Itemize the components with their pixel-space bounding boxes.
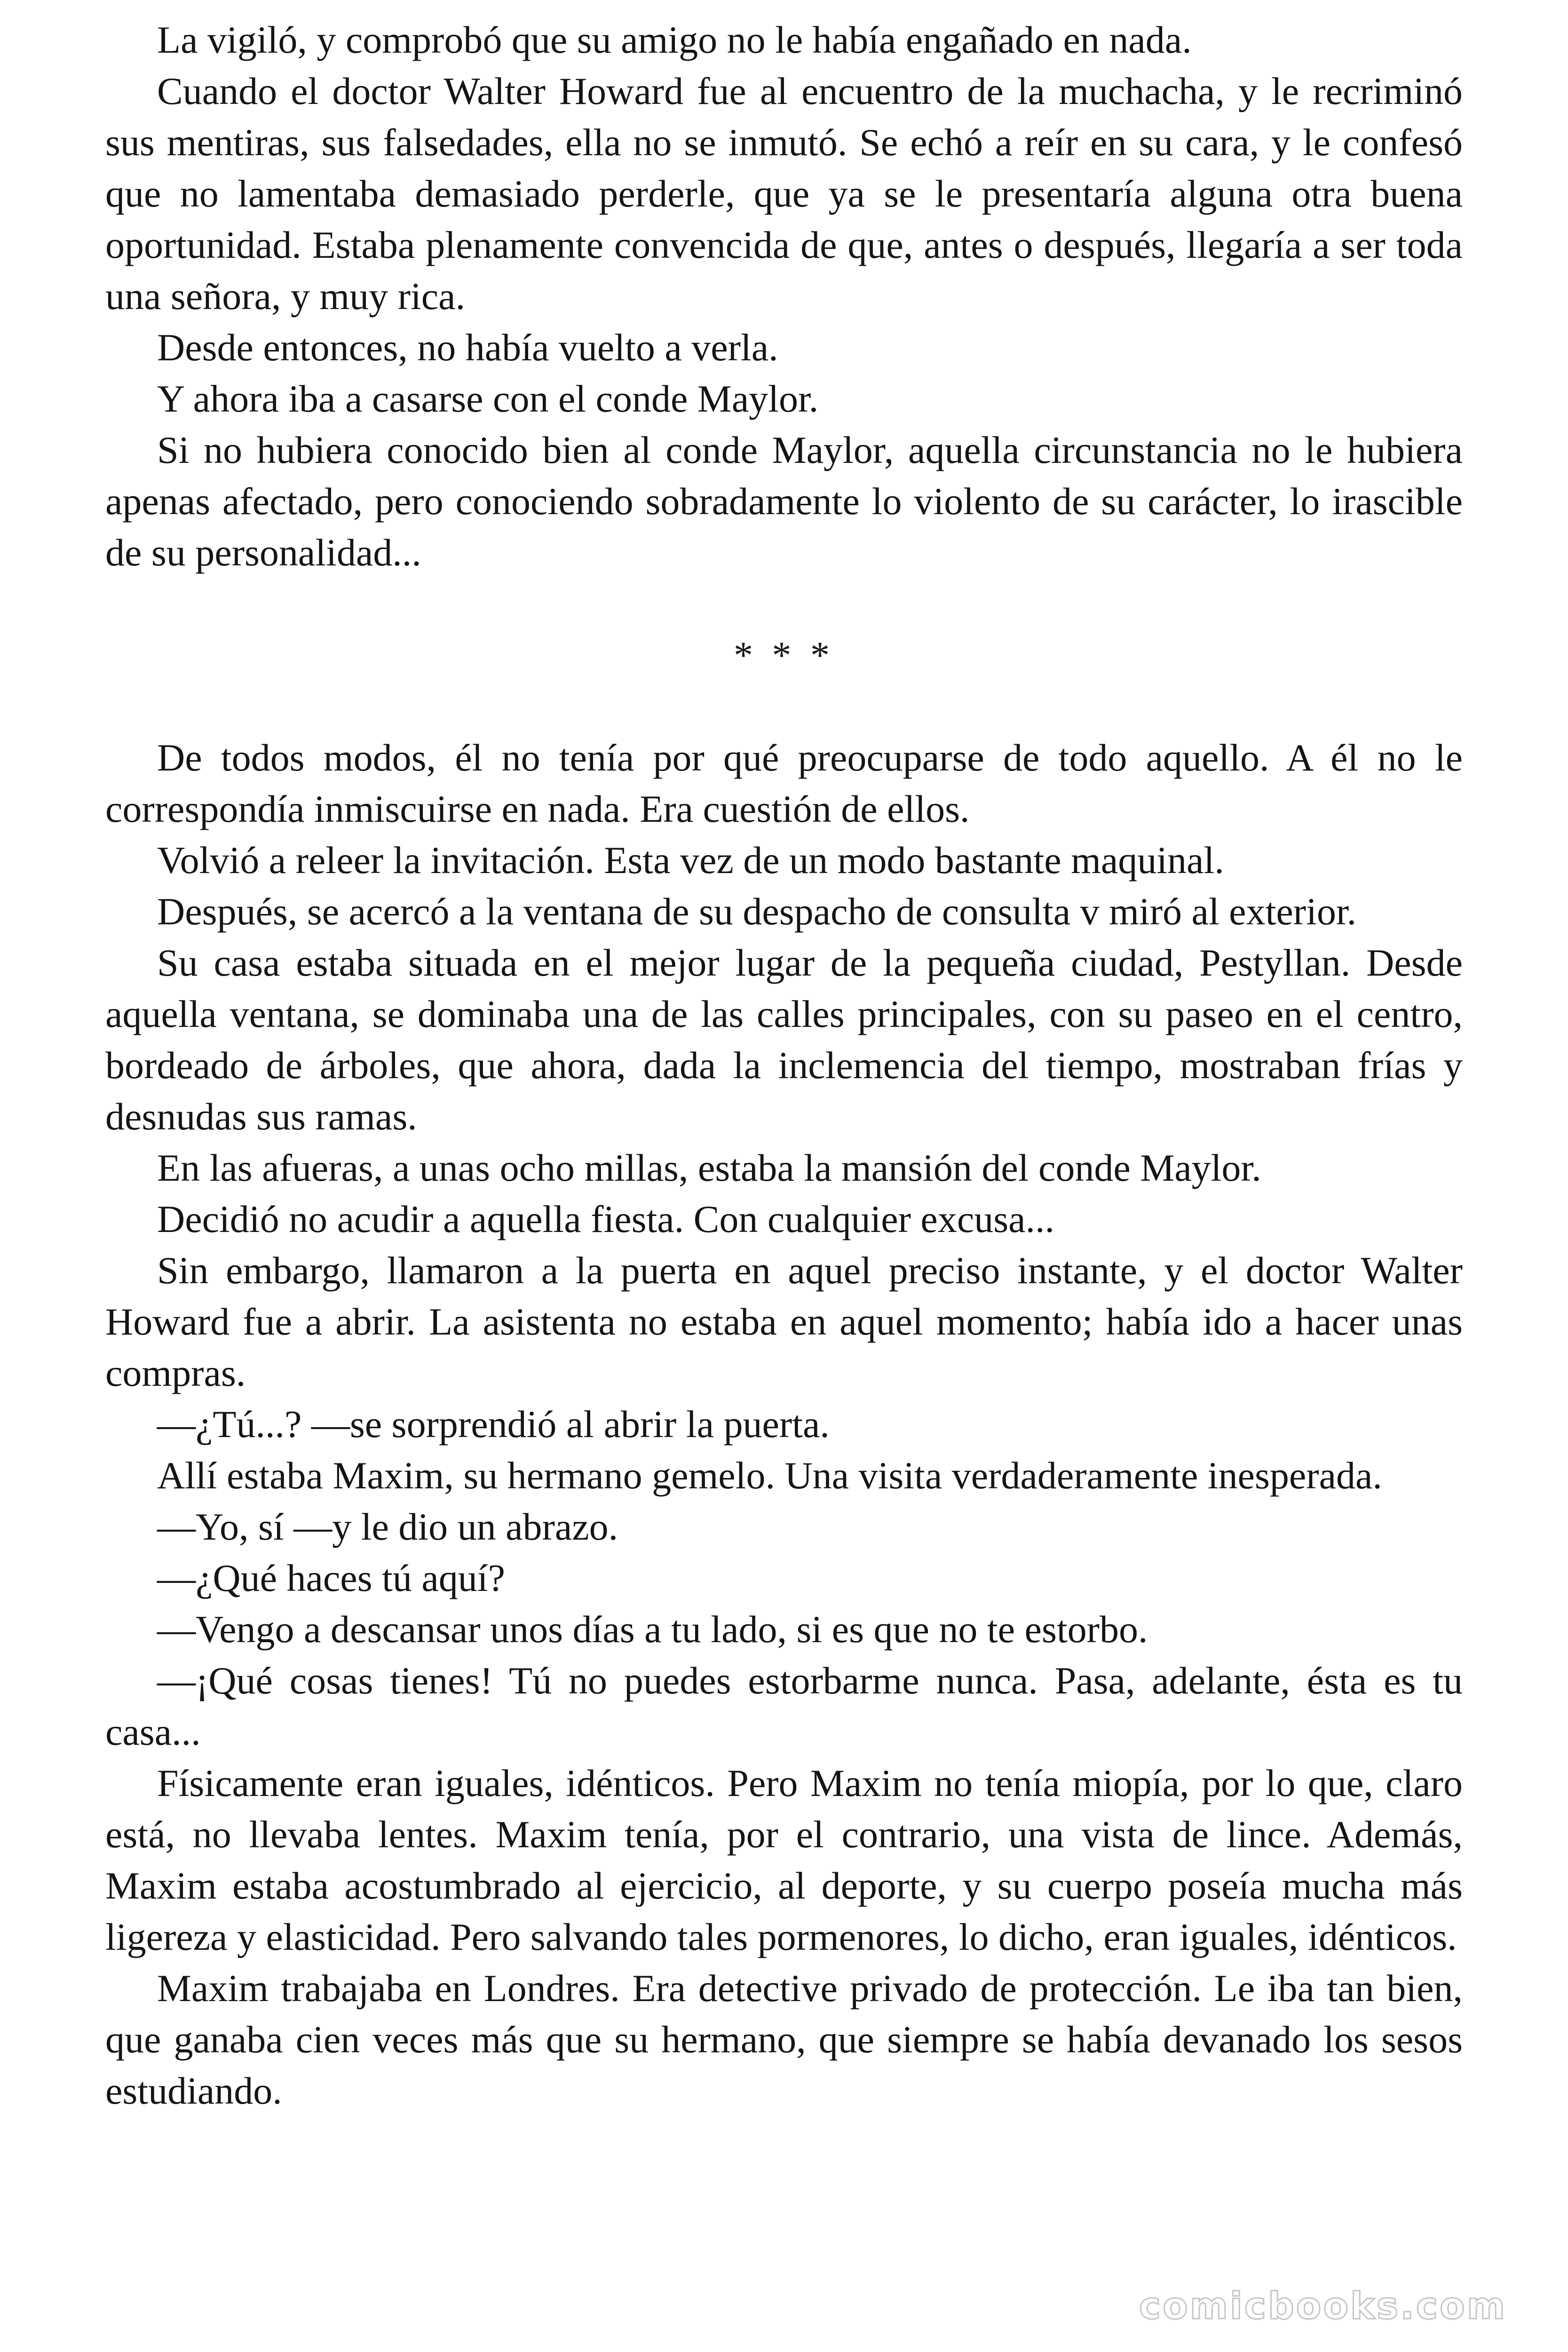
paragraph: Si no hubiera conocido bien al conde Maylor, aquella circunstancia no le hubiera apenas afectado, pero conociendo sobradamente lo violento de su carácter, lo irascible de su personalidad... xyxy=(105,429,1463,574)
paragraph: Físicamente eran iguales, idénticos. Pero Maxim no tenía miopía, por lo que, claro está, no llevaba lentes. Maxim tenía, por el contrario, una vista de lince. Además, Maxim estaba acostumbrado al ejercicio, al deporte, y su cuerpo poseía mucha más ligereza y elasticidad. Pero salvando tales pormenores, lo dicho, eran iguales, idénticos. xyxy=(105,1762,1463,1958)
paragraph: La vigiló, y comprobó que su amigo no le había engañado en nada. xyxy=(157,18,1192,61)
paragraph: Maxim trabajaba en Londres. Era detective privado de protección. Le iba tan bien, que ganaba cien veces más que su hermano, que siempre se había devanado los sesos estudiando. xyxy=(105,1967,1463,2112)
paragraph: Allí estaba Maxim, su hermano gemelo. Una visita verdaderamente inesperada. xyxy=(157,1454,1382,1497)
paragraph: En las afueras, a unas ocho millas, estaba la mansión del conde Maylor. xyxy=(157,1146,1261,1189)
section-separator: * * * xyxy=(734,634,834,676)
book-page xyxy=(105,14,1463,2116)
watermark: comicbooks.com xyxy=(1139,2285,1507,2328)
dialogue-line: —¿Qué haces tú aquí? xyxy=(157,1557,505,1599)
dialogue-line: —¿Tú...? —se sorprendió al abrir la puerta. xyxy=(157,1403,830,1446)
dialogue-line: —¡Qué cosas tienes! Tú no puedes estorbarme nunca. Pasa, adelante, ésta es tu casa... xyxy=(105,1659,1463,1753)
paragraph: Sin embargo, llamaron a la puerta en aquel preciso instante, y el doctor Walter Howard fue a abrir. La asistenta no estaba en aquel momento; había ido a hacer unas compras. xyxy=(105,1249,1463,1394)
paragraph: Después, se acercó a la ventana de su despacho de consulta v miró al exterior. xyxy=(157,890,1357,933)
paragraph: Su casa estaba situada en el mejor lugar de la pequeña ciudad, Pestyllan. Desde aquella ventana, se dominaba una de las calles principales, con su paseo en el centro, bordeado de árboles, que ahora, dada la inclemencia del tiempo, mostraban frías y desnudas sus ramas. xyxy=(105,941,1463,1138)
paragraph: Decidió no acudir a aquella fiesta. Con cualquier excusa... xyxy=(157,1198,1055,1240)
paragraph: Y ahora iba a casarse con el conde Maylor. xyxy=(157,377,819,420)
paragraph: Cuando el doctor Walter Howard fue al encuentro de la muchacha, y le recriminó sus mentiras, sus falsedades, ella no se inmutó. Se echó a reír en su cara, y le confesó que no lamentaba demasiado perderle, que ya se le presentaría alguna otra buena oportunidad. Estaba plenamente convencida de que, antes o después, llegaría a ser toda una señora, y muy rica. xyxy=(105,70,1463,318)
dialogue-line: —Yo, sí —y le dio un abrazo. xyxy=(157,1505,618,1548)
paragraph: Desde entonces, no había vuelto a verla. xyxy=(157,326,778,369)
dialogue-line: —Vengo a descansar unos días a tu lado, si es que no te estorbo. xyxy=(157,1608,1148,1651)
paragraph: Volvió a releer la invitación. Esta vez de un modo bastante maquinal. xyxy=(157,839,1224,882)
paragraph: De todos modos, él no tenía por qué preocuparse de todo aquello. A él no le correspondía inmiscuirse en nada. Era cuestión de ellos. xyxy=(105,736,1463,830)
